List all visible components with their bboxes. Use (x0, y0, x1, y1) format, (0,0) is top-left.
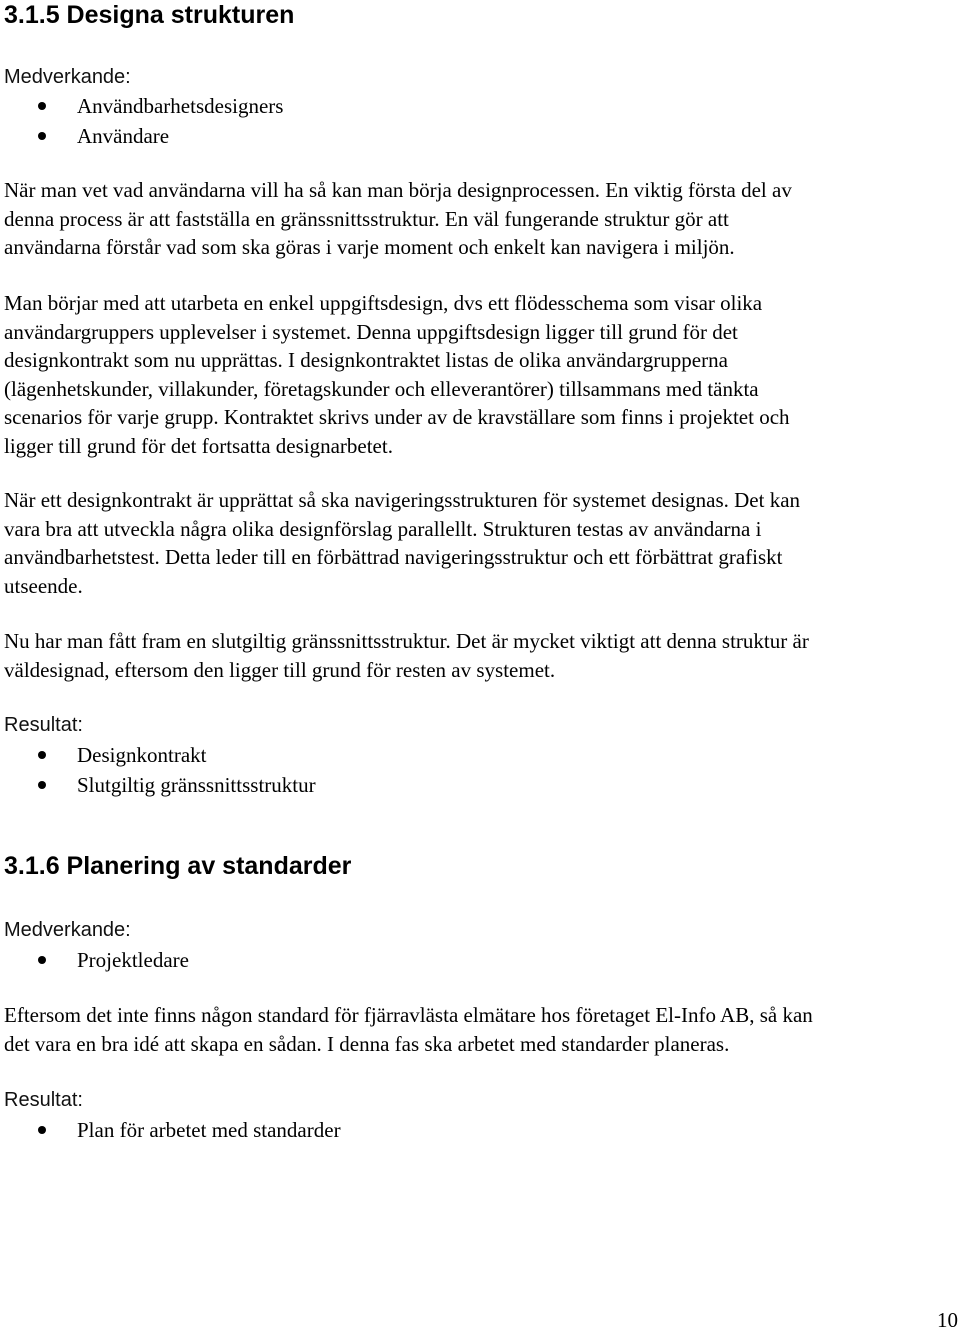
bullet-icon (38, 132, 46, 140)
text-line: användbarhetstest. Detta leder till en förbättrad navigeringsstruktur och ett förbättrat grafiskt (4, 545, 783, 569)
participants-list (0, 91, 283, 151)
list-item-text: Designkontrakt (77, 743, 207, 767)
bullet-icon (38, 956, 46, 964)
paragraph (4, 289, 949, 460)
paragraph (4, 176, 949, 262)
results-list (0, 740, 316, 800)
result-label: Resultat: (4, 1089, 83, 1111)
list-item (0, 740, 316, 770)
list-item-text: Slutgiltig gränssnittsstruktur (77, 773, 316, 797)
participants-label: Medverkande: (4, 919, 131, 941)
text-line: ligger till grund för det fortsatta designarbetet. (4, 433, 393, 458)
result-label: Resultat: (4, 714, 83, 736)
participants-list (0, 945, 189, 975)
section-heading-3-1-6: 3.1.6 Planering av standarder (4, 852, 352, 880)
list-item-text: Plan för arbetet med standarder (77, 1118, 341, 1142)
list-item (0, 770, 316, 800)
section-heading-3-1-5: 3.1.5 Designa strukturen (4, 1, 295, 29)
text-line: Nu har man fått fram en slutgiltig gränssnittsstruktur. Det är mycket viktigt att denna struktur är (4, 629, 809, 653)
text-line: vara bra att utveckla några olika designförslag parallellt. Strukturen testas av användarna i (4, 516, 762, 541)
bullet-icon (38, 781, 46, 789)
participants-label: Medverkande: (4, 66, 131, 88)
bullet-icon (38, 751, 46, 759)
text-line: utseende. (4, 573, 83, 598)
list-item-text: Projektledare (77, 948, 189, 972)
text-line: användarna förstår vad som ska göras i varje moment och enkelt kan navigera i miljön. (4, 235, 735, 259)
text-line: väldesignad, eftersom den ligger till grund för resten av systemet. (4, 657, 556, 682)
text-line: scenarios för varje grupp. Kontraktet skrivs under av de kravställare som finns i projektet och (4, 405, 790, 429)
list-item (0, 91, 283, 121)
list-item (0, 1115, 341, 1145)
list-item (0, 121, 283, 151)
list-item (0, 945, 189, 975)
text-line: (lägenhetskunder, villakunder, företagskunder och elleverantörer) tillsammans med tänkta (4, 376, 759, 401)
text-line: användargruppers upplevelser i systemet. Denna uppgiftsdesign ligger till grund för det (4, 319, 738, 344)
paragraph (4, 486, 949, 600)
bullet-icon (38, 102, 46, 110)
text-line: denna process är att fastställa en gränssnittsstruktur. En väl fungerande struktur gör att (4, 206, 729, 231)
page-number: 10 (937, 1308, 958, 1332)
text-line: När man vet vad användarna vill ha så kan man börja designprocessen. En viktig första del av (4, 178, 792, 202)
list-item-text: Användbarhetsdesigners (77, 94, 284, 118)
paragraph (4, 1001, 949, 1058)
text-line: När ett designkontrakt är upprättat så ska navigeringsstrukturen för systemet designas. Det kan (4, 488, 801, 512)
paragraph (4, 627, 949, 684)
text-line: designkontrakt som nu upprättas. I designkontraktet listas de olika användargrupperna (4, 348, 728, 372)
text-line: Eftersom det inte finns någon standard för fjärravlästa elmätare hos företaget El-Info AB, så kan (4, 1003, 813, 1027)
bullet-icon (38, 1126, 46, 1134)
text-line: Man börjar med att utarbeta en enkel uppgiftsdesign, dvs ett flödesschema som visar olika (4, 291, 763, 315)
results-list (0, 1115, 341, 1145)
text-line: det vara en bra idé att skapa en sådan. I denna fas ska arbetet med standarder planeras. (4, 1031, 730, 1056)
list-item-text: Användare (77, 124, 170, 148)
